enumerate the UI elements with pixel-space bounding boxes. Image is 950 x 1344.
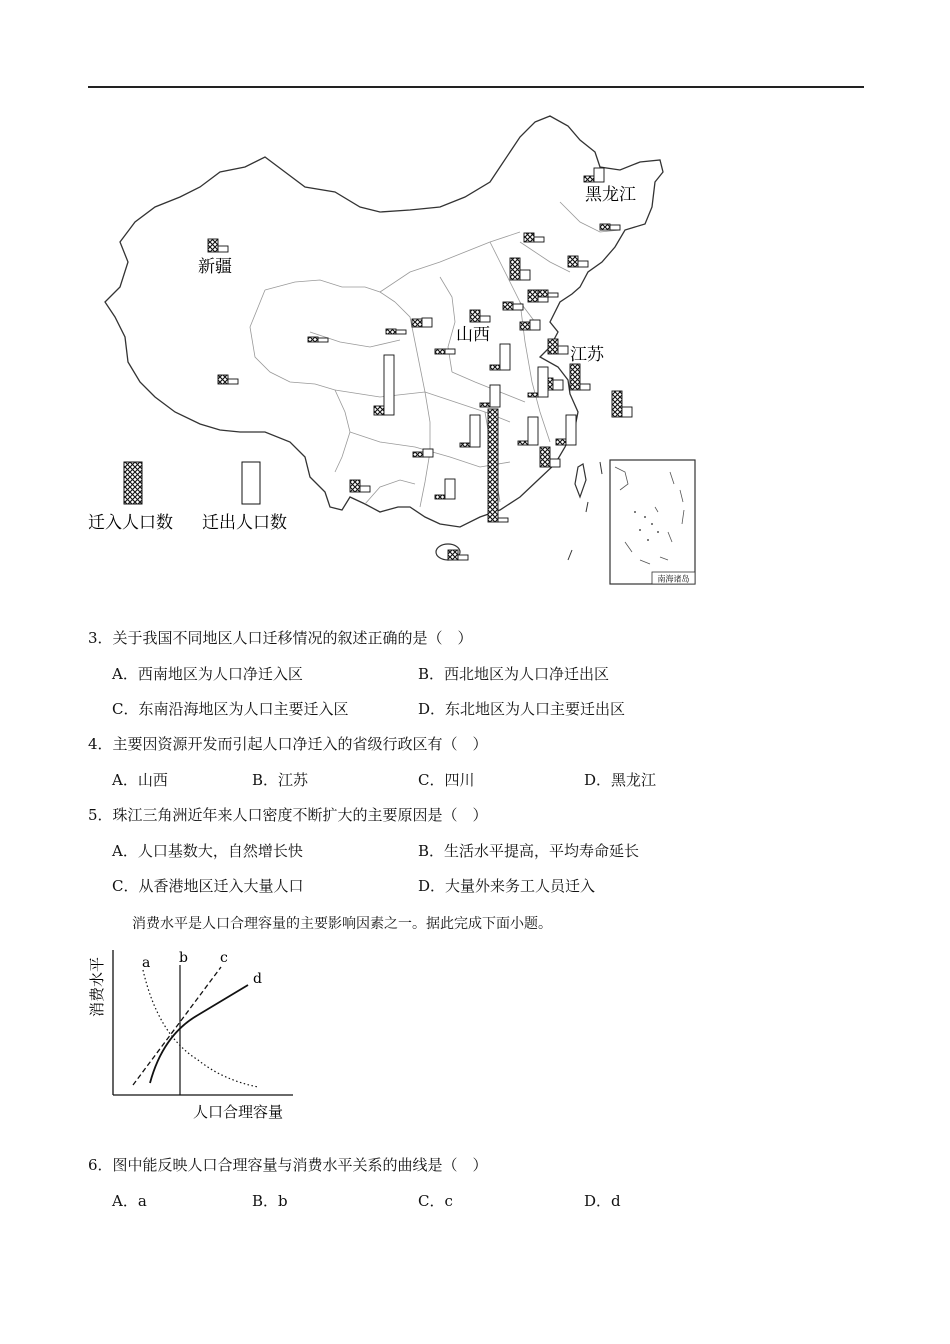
- migration-out-bar: [538, 367, 548, 397]
- migration-in-bar: [520, 322, 530, 330]
- migration-out-bar: [384, 355, 394, 415]
- migration-in-bar: [600, 224, 610, 230]
- migration-in-bar: [435, 495, 445, 499]
- q3-option-a[interactable]: A．西南地区为人口净迁入区: [112, 665, 303, 683]
- legend-in-swatch: [124, 462, 142, 504]
- china-migration-map: [80, 112, 710, 592]
- migration-in-bar: [540, 447, 550, 467]
- migration-in-bar: [584, 176, 594, 182]
- migration-out-bar: [480, 316, 490, 322]
- curve-c-label: c: [220, 950, 228, 966]
- q6-option-b[interactable]: B．b: [252, 1192, 288, 1210]
- migration-out-bar: [558, 346, 568, 354]
- graph-ylabel: 消费水平: [88, 956, 106, 1018]
- legend-out-swatch: [242, 462, 260, 504]
- migration-out-bar: [622, 407, 632, 417]
- label-jiangsu: 江苏: [570, 345, 604, 365]
- migration-in-bar: [435, 349, 445, 354]
- q5-option-c[interactable]: C．从香港地区迁入大量人口: [112, 877, 304, 895]
- legend: [88, 462, 287, 533]
- migration-out-bar: [530, 320, 540, 330]
- china-outline: [105, 116, 663, 527]
- migration-out-bar: [610, 225, 620, 230]
- curve-d-label: d: [253, 971, 262, 987]
- q4-option-a[interactable]: A．山西: [112, 771, 168, 789]
- q3-option-c[interactable]: C．东南沿海地区为人口主要迁入区: [112, 700, 349, 718]
- q6-option-a[interactable]: A．a: [112, 1192, 147, 1210]
- south-china-sea-inset: [610, 460, 695, 584]
- migration-out-bar: [528, 417, 538, 445]
- migration-in-bar: [448, 550, 458, 560]
- q5-option-d[interactable]: D．大量外来务工人员迁入: [418, 877, 596, 895]
- migration-in-bar: [528, 290, 538, 302]
- q5-option-a[interactable]: A．人口基数大，自然增长快: [112, 842, 303, 860]
- migration-in-bar: [490, 365, 500, 370]
- question-5-stem: 5．珠江三角洲近年来人口密度不断扩大的主要原因是（ ）: [88, 806, 488, 824]
- migration-in-bar: [510, 258, 520, 280]
- migration-in-bar: [308, 337, 318, 342]
- migration-in-bar: [386, 329, 396, 334]
- migration-out-bar: [470, 415, 480, 447]
- migration-in-bar: [612, 391, 622, 417]
- migration-out-bar: [218, 246, 228, 252]
- question-4-stem: 4．主要因资源开发而引起人口净迁入的省级行政区有（ ）: [88, 735, 488, 753]
- migration-out-bar: [445, 349, 455, 354]
- migration-in-bar: [488, 409, 498, 522]
- migration-in-bar: [568, 256, 578, 267]
- migration-out-bar: [360, 486, 370, 492]
- migration-out-bar: [445, 479, 455, 499]
- label-shanxi: 山西: [456, 325, 490, 345]
- migration-in-bar: [548, 339, 558, 354]
- q6-option-d[interactable]: D．d: [584, 1192, 621, 1210]
- q3-option-b[interactable]: B．西北地区为人口净迁出区: [418, 665, 610, 683]
- migration-out-bar: [396, 330, 406, 334]
- q3-option-d[interactable]: D．东北地区为人口主要迁出区: [418, 700, 626, 718]
- legend-out-label: 迁出人口数: [202, 513, 287, 533]
- migration-in-bar: [208, 239, 218, 252]
- migration-in-bar: [413, 452, 423, 457]
- q5-option-b[interactable]: B．生活水平提高，平均寿命延长: [418, 842, 640, 860]
- migration-in-bar: [528, 393, 538, 397]
- migration-out-bar: [423, 449, 433, 457]
- header-rule: [88, 86, 864, 88]
- migration-in-bar: [518, 441, 528, 445]
- migration-out-bar: [578, 261, 588, 267]
- migration-out-bar: [553, 380, 563, 390]
- curve-d: [150, 985, 248, 1083]
- migration-out-bar: [566, 415, 576, 445]
- migration-out-bar: [513, 304, 523, 310]
- migration-out-bar: [498, 518, 508, 522]
- migration-in-bar: [374, 406, 384, 415]
- label-heilongjiang: 黑龙江: [585, 185, 636, 205]
- capacity-consumption-graph: [88, 945, 318, 1125]
- taiwan-outline: [575, 464, 586, 497]
- label-xinjiang: 新疆: [198, 257, 232, 277]
- migration-out-bar: [550, 459, 560, 467]
- migration-in-bar: [538, 290, 548, 297]
- migration-in-bar: [503, 302, 513, 310]
- q6-option-c[interactable]: C．c: [418, 1192, 453, 1210]
- migration-in-bar: [524, 233, 534, 242]
- migration-in-bar: [470, 310, 480, 322]
- migration-in-bar: [556, 439, 566, 445]
- migration-out-bar: [228, 379, 238, 384]
- curve-a: [143, 970, 258, 1087]
- migration-out-bar: [318, 338, 328, 342]
- curve-a-label: a: [142, 955, 151, 971]
- migration-out-bar: [422, 318, 432, 327]
- legend-in-label: 迁入人口数: [88, 513, 173, 533]
- migration-out-bar: [490, 385, 500, 407]
- migration-out-bar: [548, 293, 558, 297]
- migration-in-bar: [460, 443, 470, 447]
- question-6-stem: 6．图中能反映人口合理容量与消费水平关系的曲线是（ ）: [88, 1156, 488, 1174]
- question-3-stem: 3．关于我国不同地区人口迁移情况的叙述正确的是（ ）: [88, 629, 473, 647]
- migration-in-bar: [570, 364, 580, 390]
- q4-option-b[interactable]: B．江苏: [252, 771, 309, 789]
- migration-in-bar: [350, 480, 360, 492]
- migration-out-bar: [594, 168, 604, 182]
- graph-xlabel: 人口合理容量: [192, 1103, 284, 1121]
- migration-in-bar: [218, 375, 228, 384]
- migration-out-bar: [580, 384, 590, 390]
- q4-option-d[interactable]: D．黑龙江: [584, 771, 657, 789]
- migration-bars: [208, 168, 632, 560]
- migration-in-bar: [412, 319, 422, 327]
- migration-out-bar: [500, 344, 510, 370]
- section-intro: 消费水平是人口合理容量的主要影响因素之一。据此完成下面小题。: [132, 916, 552, 932]
- migration-in-bar: [480, 403, 490, 407]
- curve-b-label: b: [179, 950, 188, 966]
- migration-out-bar: [534, 237, 544, 242]
- migration-out-bar: [458, 555, 468, 560]
- q4-option-c[interactable]: C．四川: [418, 771, 475, 789]
- inset-label: 南海诸岛: [657, 574, 690, 584]
- migration-out-bar: [520, 270, 530, 280]
